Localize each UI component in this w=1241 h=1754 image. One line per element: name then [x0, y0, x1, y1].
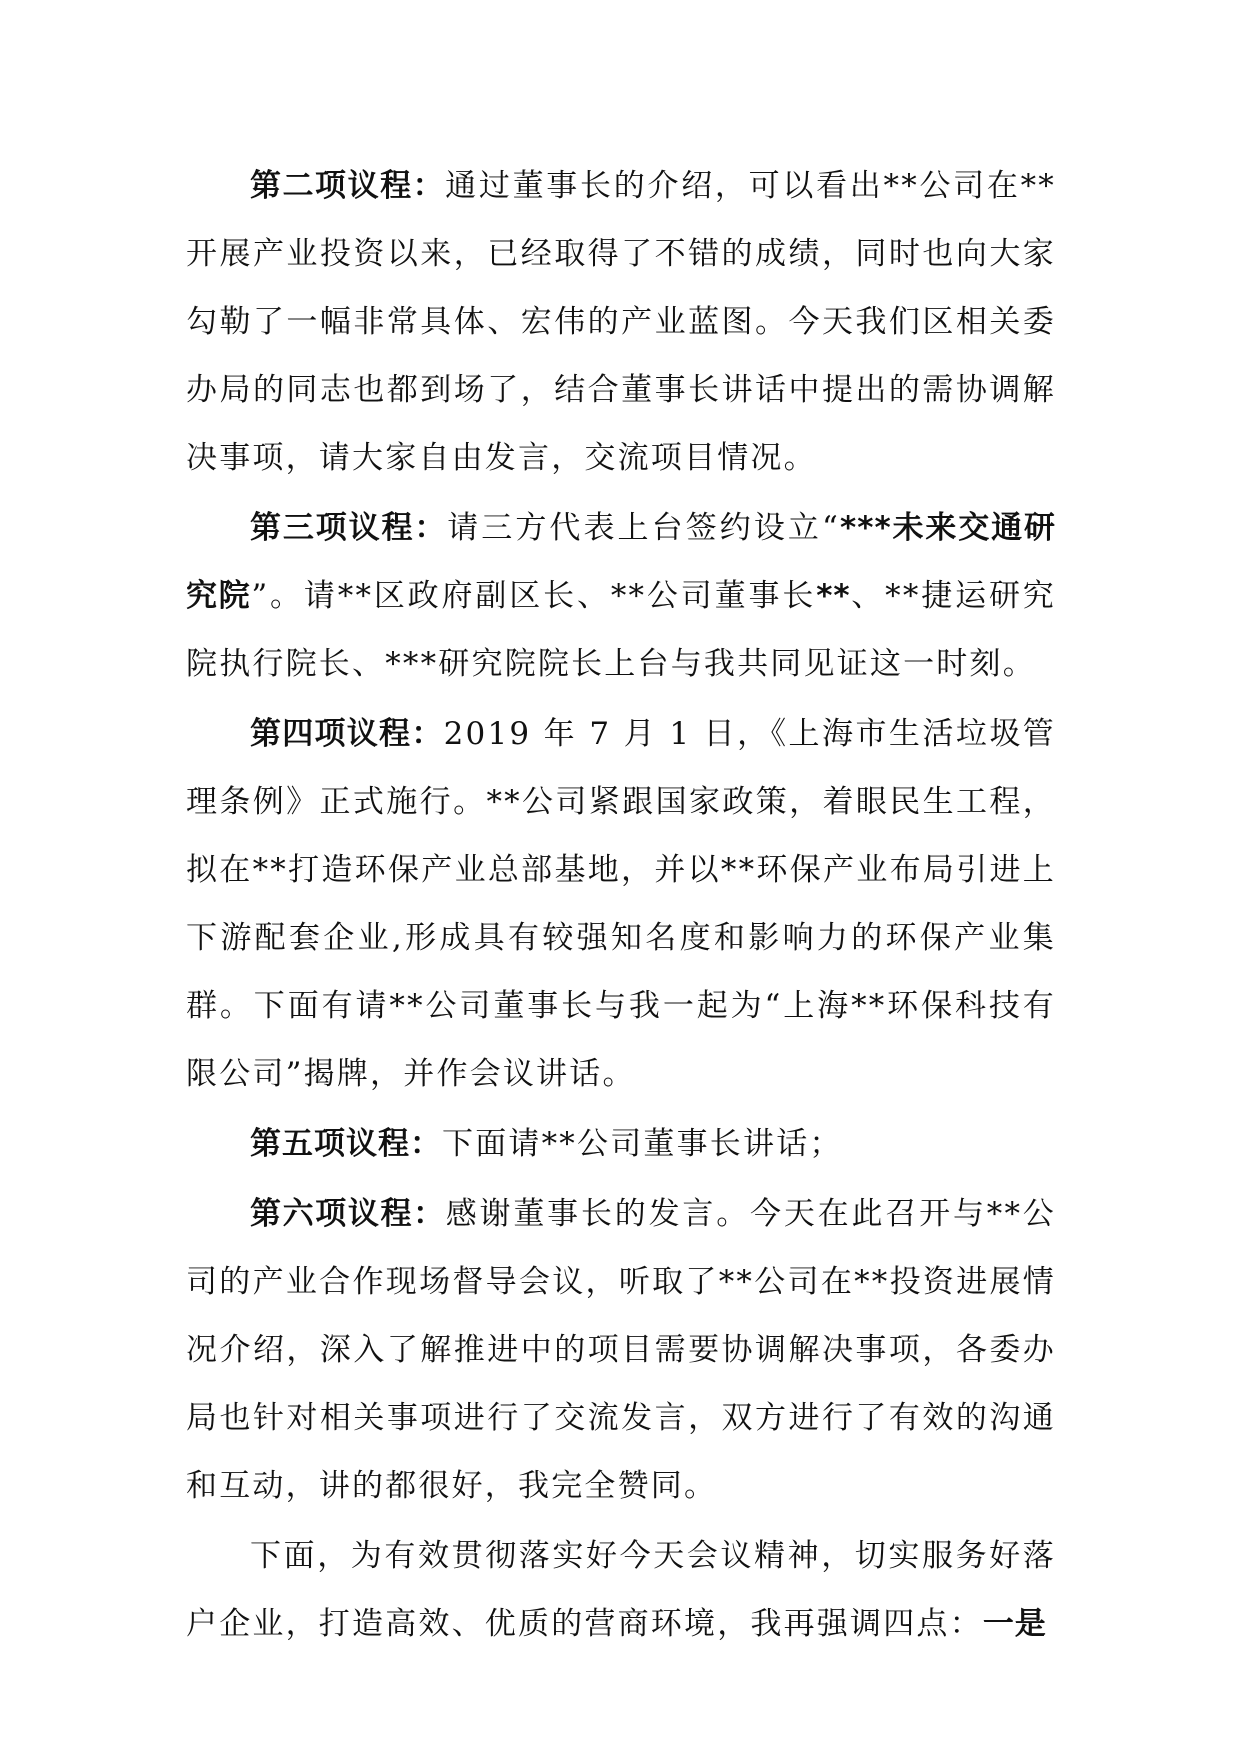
- agenda-item-5: [186, 1110, 1056, 1178]
- agenda-text: 通过董事长的介绍，可以看出**公司在**开展产业投资以来，已经取得了不错的成绩，同时也向大家勾勒了一幅非常具体、宏伟的产业蓝图。今天我们区相关委办局的同志也都到场了，结合董事长讲话中提出的需协调解决事项，请大家自由发言，交流项目情况。: [186, 168, 1057, 476]
- agenda-label: 第五项议程：: [250, 1126, 442, 1162]
- agenda-item-6: [186, 1180, 1056, 1520]
- agenda-text: 请三方代表上台签约设立“: [447, 510, 841, 546]
- agenda-item-4: [186, 700, 1056, 1108]
- agenda-label: 第四项议程：: [250, 716, 444, 752]
- institute-name: ***未来交通研究院: [186, 510, 1057, 614]
- agenda-item-3: [186, 494, 1056, 698]
- agenda-text: 、**捷运研究院执行院长、***研究院院长上台与我共同见证这一时刻。: [186, 578, 1057, 682]
- closing-text: 下面，为有效贯彻落实好今天会议精神，切实服务好落户企业，打造高效、优质的营商环境，我再强调四点：: [186, 1538, 1056, 1642]
- agenda-text: 2019 年 7 月 1 日，《上海市生活垃圾管理条例》正式施行。**公司紧跟国家政策，着眼民生工程，拟在**打造环保产业总部基地，并以**环保产业布局引进上下游配套企业,形成具有较强知名度和影响力的环保产业集群。下面有请**公司董事长与我一起为“上海**环保科技有限公司”揭牌，并作会议讲话。: [186, 716, 1056, 1092]
- agenda-text: ”。请**区政府副区长、**公司董事长: [251, 578, 817, 614]
- chairman-name: **: [816, 578, 851, 614]
- agenda-label: 第六项议程：: [250, 1196, 446, 1232]
- closing-paragraph: [186, 1522, 1056, 1658]
- first-point-label: 一是: [982, 1606, 1047, 1642]
- agenda-item-2: [186, 152, 1056, 492]
- agenda-text: 感谢董事长的发言。今天在此召开与**公司的产业合作现场督导会议，听取了**公司在**投资进展情况介绍，深入了解推进中的项目需要协调解决事项，各委办局也针对相关事项进行了交流发言，双方进行了有效的沟通和互动，讲的都很好，我完全赞同。: [186, 1196, 1056, 1504]
- document-page: [186, 152, 1056, 1660]
- agenda-text: 下面请**公司董事长讲话；: [442, 1126, 843, 1162]
- agenda-label: 第三项议程：: [250, 510, 448, 546]
- agenda-label: 第二项议程：: [250, 168, 446, 204]
